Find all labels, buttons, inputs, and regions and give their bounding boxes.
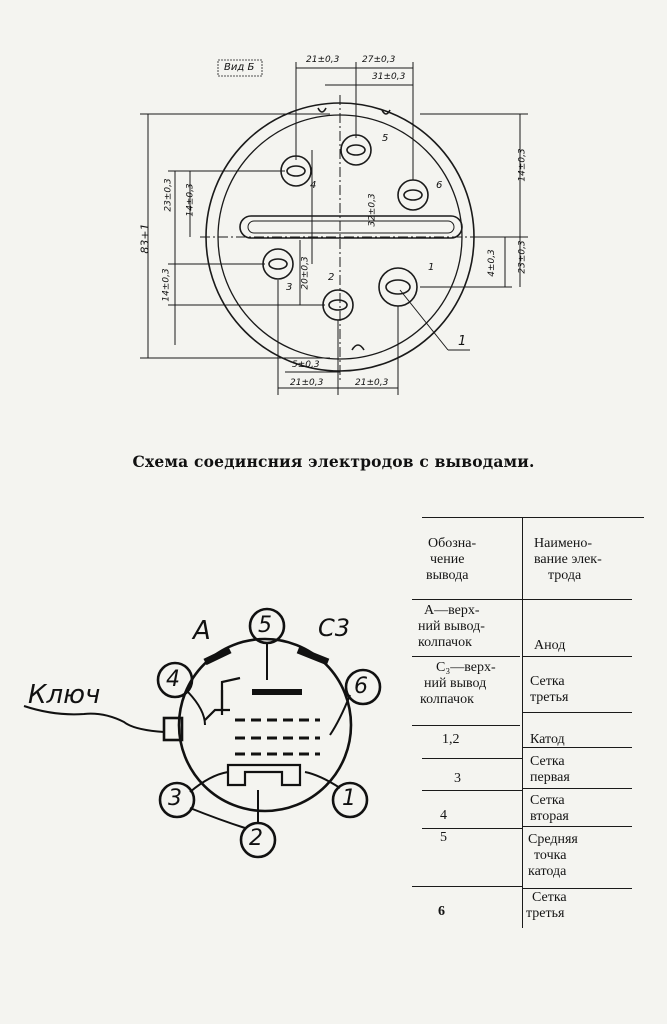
callout-1: 1 (458, 334, 467, 349)
row-2-pin-3: колпачок (420, 692, 474, 707)
pin-label-5: 5 (382, 133, 389, 144)
pin-5 (341, 135, 371, 165)
row-2-pin-2: ний вывод (424, 676, 487, 691)
pin-2 (323, 290, 353, 320)
pin-label-6: 6 (436, 180, 443, 191)
dim-23-right: 23±0,3 (517, 240, 528, 274)
dim-23-left: 23±0,3 (163, 178, 174, 212)
pin-6 (398, 180, 428, 210)
row-6-name-3: катода (528, 864, 567, 879)
row-4-pin: 3 (454, 771, 461, 786)
dim-32: 32±0,3 (367, 193, 378, 227)
electrode-table (412, 510, 667, 930)
pin-number-6: 6 (354, 674, 368, 699)
dim-31: 31±0,3 (372, 72, 406, 82)
pin-number-2: 2 (249, 826, 263, 851)
row-5-name: Сетка (530, 793, 565, 808)
row-4-name: Сетка (530, 754, 565, 769)
pin-label-1: 1 (428, 262, 435, 273)
key-label: Ключ (28, 680, 101, 710)
dim-14-right: 14±0,3 (517, 148, 528, 182)
section-caption: Схема соединсния электродов с выводами. (132, 452, 535, 471)
row-1-pin-2: ний вывод- (418, 619, 485, 634)
anode-label: А (193, 616, 211, 646)
row-6-name: Средняя (528, 832, 578, 847)
dim-4-right: 4±0,3 (486, 249, 497, 277)
header-pin-line1: Обозна- (428, 536, 477, 551)
grid-label: С3 (318, 614, 351, 642)
dim-20: 20±0,3 (300, 256, 311, 290)
row-1-pin-3: колпачок (418, 635, 472, 650)
row-2-name: Сетка (530, 674, 565, 689)
row-6-pin: 5 (440, 830, 447, 845)
pin-label-3: 3 (286, 282, 293, 293)
row-5-pin: 4 (440, 808, 447, 823)
pin-label-2: 2 (328, 272, 335, 283)
view-label: Вид Б (224, 62, 255, 73)
pin-connection-diagram (0, 560, 420, 900)
dim-27-top: 27±0,3 (362, 55, 396, 65)
pin-label-4: 4 (310, 180, 317, 191)
header-name-line1: Наимено- (534, 536, 593, 551)
row-4-name-2: первая (530, 770, 570, 785)
row-3-pin: 1,2 (442, 732, 460, 747)
pin-number-1: 1 (342, 786, 356, 811)
row-3-name: Катод (530, 732, 565, 747)
dim-83: 83+1 (138, 223, 152, 254)
row-1-pin: А—верх- (424, 603, 480, 618)
header-name-line2: вание элек- (534, 552, 602, 567)
row-7-pin: 6 (438, 904, 445, 919)
pin-4 (281, 156, 311, 186)
row-2-name-2: третья (530, 690, 569, 705)
row-7-name: Сетка (532, 890, 567, 905)
pin-number-5: 5 (258, 613, 272, 638)
header-name-line3: трода (548, 568, 582, 583)
dim-14-left-small: 14±0,3 (185, 183, 196, 217)
row-2-pin: С₃—верх- (436, 660, 496, 675)
dim-21-top: 21±0,3 (306, 55, 340, 65)
row-1-name: Анод (534, 638, 566, 653)
row-7-name-2: третья (526, 906, 565, 921)
pin-3 (263, 249, 293, 279)
pin-number-4: 4 (166, 667, 180, 692)
dim-21-bottom2: 21±0,3 (355, 378, 389, 388)
row-6-name-2: точка (534, 848, 567, 863)
dim-14-left: 14±0,3 (161, 268, 172, 302)
key-slot (240, 216, 462, 238)
header-pin-line2: чение (430, 552, 465, 567)
pin-1 (379, 268, 417, 306)
dim-5-bottom: 5±0,3 (292, 360, 320, 370)
header-pin-line3: вывода (426, 568, 469, 583)
dim-21-bottom: 21±0,3 (290, 378, 324, 388)
row-5-name-2: вторая (530, 809, 569, 824)
base-view-drawing (0, 0, 667, 440)
pin-number-3: 3 (168, 786, 182, 811)
